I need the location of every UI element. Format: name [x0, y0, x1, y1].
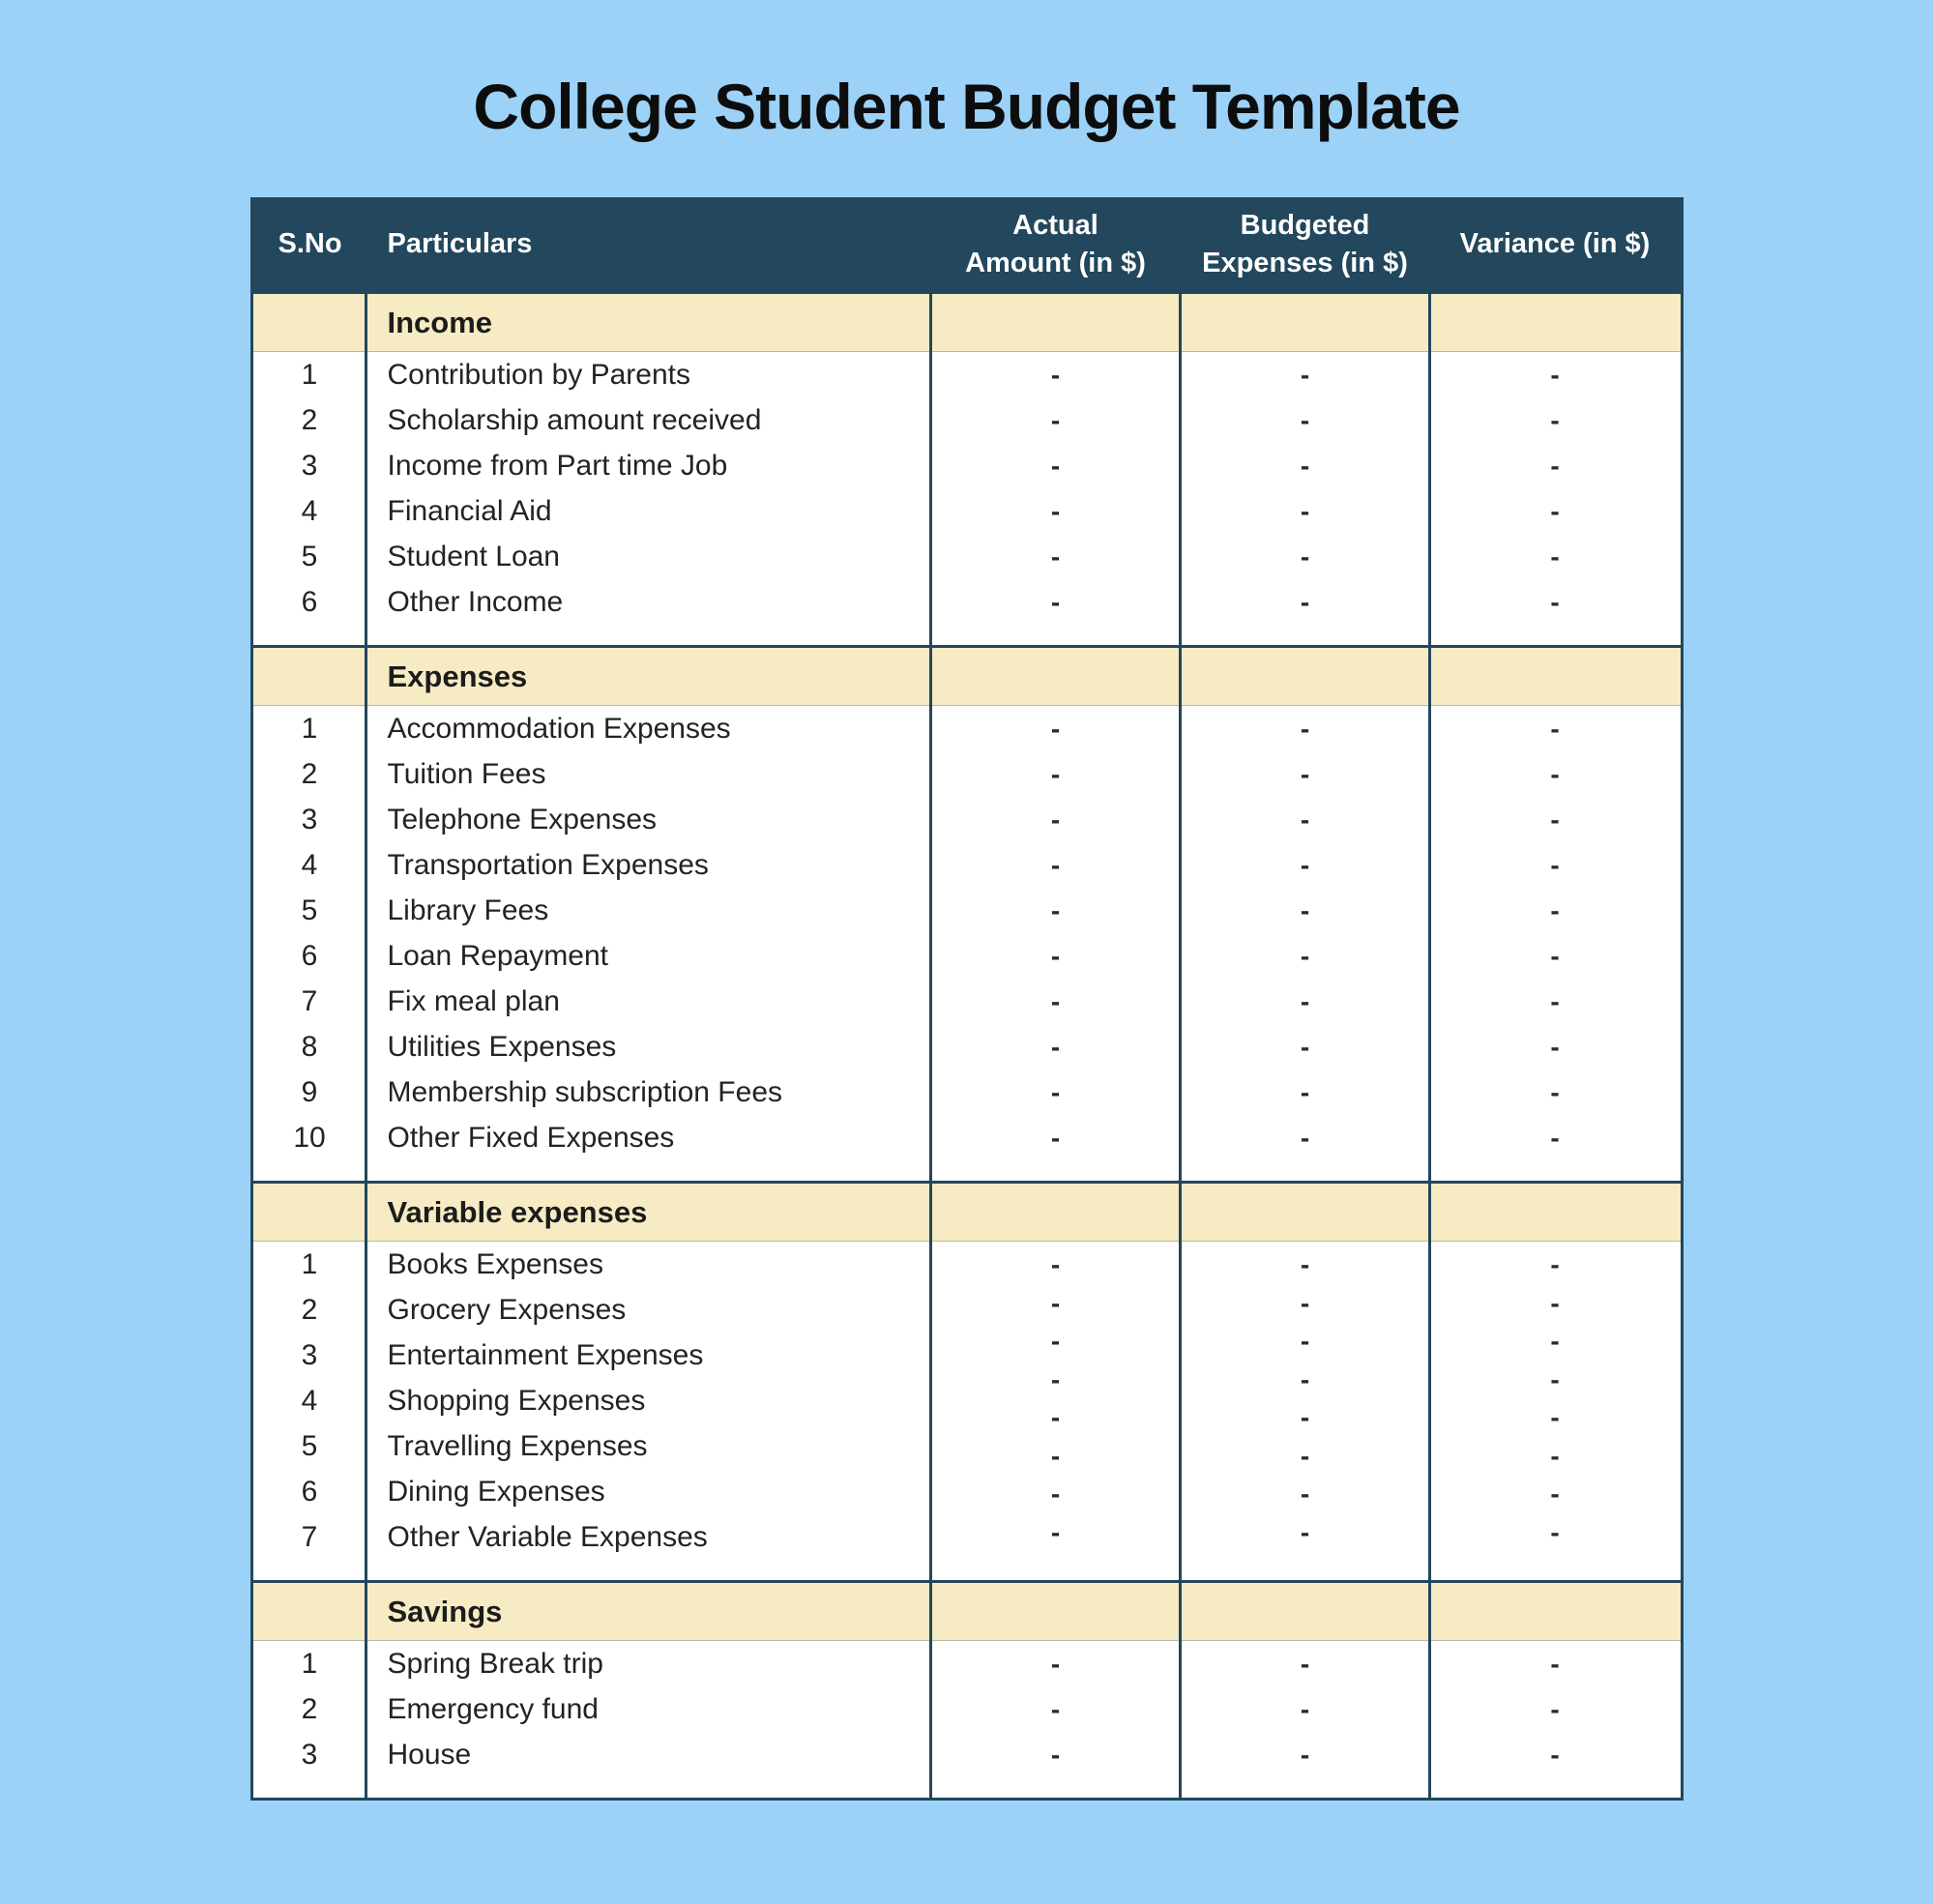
- row-number: 1: [301, 712, 318, 745]
- section-income: [253, 291, 1681, 645]
- amount-placeholder: -: [1050, 1440, 1061, 1471]
- amount-placeholder: -: [1300, 586, 1310, 617]
- column-header-budgeted-expenses: [1181, 197, 1430, 291]
- amount-placeholder: -: [1300, 1402, 1310, 1433]
- amount-placeholder: -: [1050, 940, 1061, 971]
- amount-placeholder: -: [1050, 1326, 1061, 1357]
- section-header-cell: [1181, 1184, 1430, 1241]
- amount-placeholder: -: [1050, 1031, 1061, 1062]
- amount-placeholder: -: [1300, 1648, 1310, 1679]
- section-header-cell: [931, 1583, 1181, 1640]
- row-number: 1: [301, 1247, 318, 1280]
- variance-column: [1430, 1242, 1681, 1560]
- amount-placeholder: -: [1550, 1516, 1560, 1547]
- section-header-cell: [253, 648, 366, 705]
- row-label: Entertainment Expenses: [387, 1338, 704, 1371]
- row-label: House: [387, 1738, 472, 1771]
- section-body: [253, 1641, 1681, 1798]
- section-header-cell: [1430, 648, 1681, 705]
- section-header-row: [253, 1184, 1681, 1242]
- amount-placeholder: -: [1550, 1440, 1560, 1471]
- row-number: 7: [301, 984, 318, 1017]
- row-number: 5: [301, 1429, 318, 1462]
- section-header-cell: [1181, 648, 1430, 705]
- row-label: Scholarship amount received: [387, 403, 762, 436]
- amount-placeholder: -: [1300, 894, 1310, 925]
- amount-placeholder: -: [1050, 985, 1061, 1016]
- section-header-cell: [931, 1184, 1181, 1241]
- row-label: Utilities Expenses: [387, 1030, 617, 1063]
- amount-placeholder: -: [1300, 1479, 1310, 1509]
- column-divider: [929, 291, 932, 1798]
- actual-column: [931, 706, 1181, 1160]
- amount-placeholder: -: [1050, 1076, 1061, 1107]
- amount-placeholder: -: [1050, 1479, 1061, 1509]
- table-body: [253, 291, 1681, 1798]
- amount-placeholder: -: [1050, 894, 1061, 925]
- column-header-sno: [253, 197, 366, 291]
- column-header-particulars: [366, 197, 931, 291]
- row-number: 4: [301, 1384, 318, 1417]
- row-label: Fix meal plan: [387, 984, 560, 1017]
- budgeted-column: [1181, 706, 1430, 1160]
- amount-placeholder: -: [1550, 985, 1560, 1016]
- column-header-label: Particulars: [387, 228, 533, 259]
- row-number: 2: [301, 757, 318, 790]
- budget-table: [250, 197, 1684, 1801]
- row-label: Shopping Expenses: [387, 1384, 646, 1417]
- section-header-cell: [1181, 1583, 1430, 1640]
- row-number: 7: [301, 1520, 318, 1553]
- amount-placeholder: -: [1050, 541, 1061, 571]
- column-header-label: Actual Amount (in $): [965, 210, 1146, 278]
- variance-column: [1430, 1641, 1681, 1777]
- row-label: Books Expenses: [387, 1247, 603, 1280]
- row-number: 3: [301, 803, 318, 835]
- row-number: 1: [301, 1647, 318, 1680]
- amount-placeholder: -: [1050, 1739, 1061, 1770]
- amount-placeholder: -: [1300, 1249, 1310, 1279]
- section-header-row: [253, 294, 1681, 352]
- amount-placeholder: -: [1550, 495, 1560, 526]
- row-number: 4: [301, 848, 318, 881]
- amount-placeholder: -: [1550, 1287, 1560, 1318]
- amount-placeholder: -: [1300, 541, 1310, 571]
- amount-placeholder: -: [1050, 758, 1061, 789]
- amount-placeholder: -: [1300, 1739, 1310, 1770]
- sno-column: [253, 706, 366, 1160]
- amount-placeholder: -: [1300, 940, 1310, 971]
- section-header-cell: [366, 1583, 931, 1640]
- amount-placeholder: -: [1300, 404, 1310, 435]
- row-number: 5: [301, 893, 318, 926]
- amount-placeholder: -: [1050, 1122, 1061, 1153]
- amount-placeholder: -: [1550, 1739, 1560, 1770]
- amount-placeholder: -: [1050, 586, 1061, 617]
- amount-placeholder: -: [1550, 541, 1560, 571]
- section-savings: [253, 1580, 1681, 1798]
- section-label: Savings: [387, 1594, 503, 1628]
- sno-column: [253, 1242, 366, 1560]
- amount-placeholder: -: [1550, 359, 1560, 390]
- row-number: 3: [301, 1338, 318, 1371]
- section-header-row: [253, 648, 1681, 706]
- amount-placeholder: -: [1300, 1440, 1310, 1471]
- row-label: Grocery Expenses: [387, 1293, 627, 1326]
- particulars-column: [366, 1242, 931, 1560]
- amount-placeholder: -: [1550, 1249, 1560, 1279]
- section-header-row: [253, 1583, 1681, 1641]
- row-number: 2: [301, 403, 318, 436]
- amount-placeholder: -: [1550, 849, 1560, 880]
- actual-column: [931, 352, 1181, 625]
- sno-column: [253, 352, 366, 625]
- amount-placeholder: -: [1300, 758, 1310, 789]
- section-header-cell: [366, 1184, 931, 1241]
- row-label: Student Loan: [387, 540, 560, 572]
- amount-placeholder: -: [1550, 1402, 1560, 1433]
- column-divider: [1428, 291, 1431, 1798]
- section-header-cell: [366, 648, 931, 705]
- amount-placeholder: -: [1050, 359, 1061, 390]
- column-divider: [1179, 291, 1182, 1798]
- amount-placeholder: -: [1300, 1031, 1310, 1062]
- amount-placeholder: -: [1300, 1516, 1310, 1547]
- section-variable-expenses: [253, 1181, 1681, 1580]
- amount-placeholder: -: [1050, 450, 1061, 481]
- column-header-actual-amount: [931, 197, 1181, 291]
- page-title: College Student Budget Template: [473, 71, 1460, 142]
- amount-placeholder: -: [1550, 1479, 1560, 1509]
- section-header-cell: [253, 1583, 366, 1640]
- section-header-cell: [1430, 294, 1681, 351]
- amount-placeholder: -: [1300, 495, 1310, 526]
- amount-placeholder: -: [1300, 1326, 1310, 1357]
- row-number: 10: [293, 1121, 326, 1154]
- amount-placeholder: -: [1050, 1516, 1061, 1547]
- section-label: Variable expenses: [387, 1194, 648, 1229]
- amount-placeholder: -: [1300, 1122, 1310, 1153]
- row-label: Accommodation Expenses: [387, 712, 731, 745]
- amount-placeholder: -: [1550, 1122, 1560, 1153]
- amount-placeholder: -: [1050, 804, 1061, 835]
- amount-placeholder: -: [1050, 495, 1061, 526]
- amount-placeholder: -: [1550, 1076, 1560, 1107]
- amount-placeholder: -: [1550, 1031, 1560, 1062]
- section-header-cell: [1430, 1583, 1681, 1640]
- section-body: [253, 706, 1681, 1181]
- amount-placeholder: -: [1300, 1076, 1310, 1107]
- section-label: Expenses: [387, 659, 528, 693]
- amount-placeholder: -: [1300, 1693, 1310, 1724]
- amount-placeholder: -: [1550, 1693, 1560, 1724]
- amount-placeholder: -: [1050, 1402, 1061, 1433]
- section-expenses: [253, 645, 1681, 1181]
- amount-placeholder: -: [1300, 1287, 1310, 1318]
- section-body: [253, 1242, 1681, 1580]
- amount-placeholder: -: [1300, 804, 1310, 835]
- amount-placeholder: -: [1550, 894, 1560, 925]
- row-label: Library Fees: [387, 893, 549, 926]
- row-number: 5: [301, 540, 318, 572]
- row-label: Income from Part time Job: [387, 449, 728, 482]
- amount-placeholder: -: [1300, 713, 1310, 744]
- row-number: 3: [301, 1738, 318, 1771]
- amount-placeholder: -: [1550, 404, 1560, 435]
- budgeted-column: [1181, 1641, 1430, 1777]
- row-label: Telephone Expenses: [387, 803, 658, 835]
- amount-placeholder: -: [1050, 713, 1061, 744]
- amount-placeholder: -: [1050, 1648, 1061, 1679]
- section-header-cell: [1430, 1184, 1681, 1241]
- row-number: 8: [301, 1030, 318, 1063]
- column-divider: [365, 291, 367, 1798]
- section-header-cell: [931, 294, 1181, 351]
- actual-column: [931, 1242, 1181, 1560]
- row-label: Other Fixed Expenses: [387, 1121, 675, 1154]
- particulars-column: [366, 1641, 931, 1777]
- row-number: 9: [301, 1075, 318, 1108]
- section-header-cell: [253, 1184, 366, 1241]
- amount-placeholder: -: [1550, 940, 1560, 971]
- section-header-cell: [366, 294, 931, 351]
- row-label: Dining Expenses: [387, 1475, 605, 1508]
- amount-placeholder: -: [1050, 849, 1061, 880]
- row-number: 4: [301, 494, 318, 527]
- amount-placeholder: -: [1050, 1249, 1061, 1279]
- row-label: Loan Repayment: [387, 939, 608, 972]
- row-label: Other Income: [387, 585, 564, 618]
- row-label: Financial Aid: [387, 494, 552, 527]
- row-number: 6: [301, 939, 318, 972]
- variance-column: [1430, 352, 1681, 625]
- amount-placeholder: -: [1550, 713, 1560, 744]
- amount-placeholder: -: [1550, 804, 1560, 835]
- row-number: 1: [301, 358, 318, 391]
- row-label: Contribution by Parents: [387, 358, 691, 391]
- amount-placeholder: -: [1050, 1287, 1061, 1318]
- particulars-column: [366, 352, 931, 625]
- amount-placeholder: -: [1550, 1326, 1560, 1357]
- section-body: [253, 352, 1681, 645]
- amount-placeholder: -: [1300, 849, 1310, 880]
- row-label: Tuition Fees: [387, 757, 546, 790]
- row-number: 6: [301, 1475, 318, 1508]
- table-header-row: [253, 197, 1681, 291]
- section-header-cell: [253, 294, 366, 351]
- amount-placeholder: -: [1300, 985, 1310, 1016]
- column-header-label: Budgeted Expenses (in $): [1202, 210, 1408, 278]
- amount-placeholder: -: [1550, 450, 1560, 481]
- row-label: Transportation Expenses: [387, 848, 709, 881]
- amount-placeholder: -: [1300, 450, 1310, 481]
- section-label: Income: [387, 305, 493, 339]
- row-number: 3: [301, 449, 318, 482]
- sno-column: [253, 1641, 366, 1777]
- amount-placeholder: -: [1050, 1693, 1061, 1724]
- budgeted-column: [1181, 1242, 1430, 1560]
- section-header-cell: [1181, 294, 1430, 351]
- column-header-label: S.No: [278, 228, 342, 259]
- row-number: 2: [301, 1692, 318, 1725]
- row-label: Emergency fund: [387, 1692, 599, 1725]
- amount-placeholder: -: [1050, 404, 1061, 435]
- actual-column: [931, 1641, 1181, 1777]
- row-label: Other Variable Expenses: [387, 1520, 708, 1553]
- column-header-label: Variance (in $): [1459, 228, 1651, 260]
- amount-placeholder: -: [1300, 359, 1310, 390]
- row-number: 6: [301, 585, 318, 618]
- column-header-variance: [1430, 197, 1681, 291]
- row-label: Membership subscription Fees: [387, 1075, 783, 1108]
- variance-column: [1430, 706, 1681, 1160]
- section-header-cell: [931, 648, 1181, 705]
- budgeted-column: [1181, 352, 1430, 625]
- amount-placeholder: -: [1550, 1648, 1560, 1679]
- row-label: Spring Break trip: [387, 1647, 603, 1680]
- amount-placeholder: -: [1050, 1363, 1061, 1394]
- amount-placeholder: -: [1550, 1363, 1560, 1394]
- amount-placeholder: -: [1550, 758, 1560, 789]
- amount-placeholder: -: [1300, 1363, 1310, 1394]
- row-label: Travelling Expenses: [387, 1429, 648, 1462]
- row-number: 2: [301, 1293, 318, 1326]
- particulars-column: [366, 706, 931, 1160]
- amount-placeholder: -: [1550, 586, 1560, 617]
